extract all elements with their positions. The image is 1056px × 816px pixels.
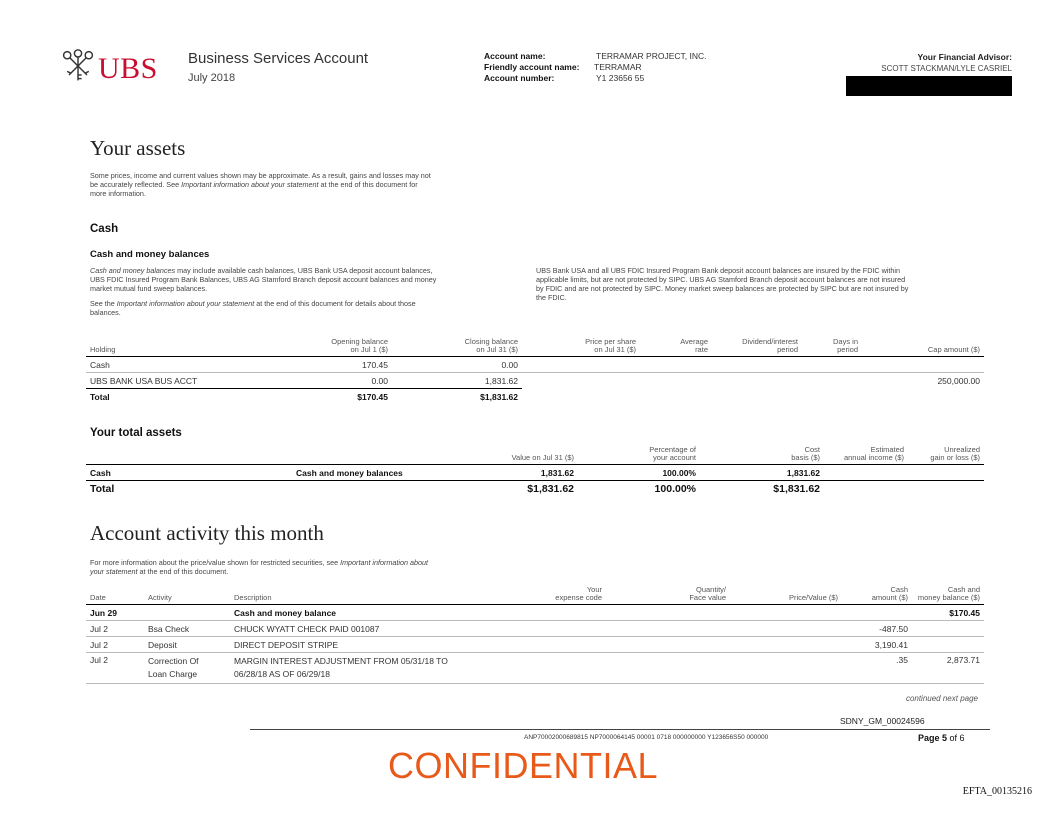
opening-balance-row: Jun 29 Cash and money balance $170.45	[86, 605, 984, 621]
col-description: Description	[230, 586, 488, 605]
redaction-box	[846, 76, 1012, 96]
col-percentage: Percentage of your account	[578, 446, 700, 465]
account-number-value: Y1 23656 55	[596, 73, 645, 83]
col-average-rate: Average rate	[640, 338, 712, 357]
table-header-row	[86, 338, 984, 357]
table-row: Jul 2 Deposit DIRECT DEPOSIT STRIPE 3,190.41	[86, 637, 984, 653]
table-row: Jul 2 Correction Of Loan Charge MARGIN INTEREST ADJUSTMENT FROM 05/31/18 TO 06/28/18 AS OF 06/29/18 .35 2,873.71	[86, 653, 984, 684]
col-unrealized-gain: Unrealized gain or loss ($)	[908, 446, 984, 465]
col-cap-amount: Cap amount ($)	[862, 338, 984, 357]
financial-advisor-label: Your Financial Advisor:	[917, 52, 1012, 62]
col-money-balance: Cash and money balance ($)	[912, 586, 984, 605]
account-activity-heading: Account activity this month	[90, 521, 324, 545]
col-cash-amount: Cash amount ($)	[842, 586, 912, 605]
table-row: Cash 170.45 0.00	[86, 357, 984, 373]
page-number: Page 5 of 6	[918, 733, 965, 743]
brand-logo-text: UBS	[98, 52, 158, 85]
col-dividend-period: Dividend/interest period	[712, 338, 802, 357]
total-assets-table	[86, 446, 984, 497]
table-row: Cash Cash and money balances 1,831.62 100.00% 1,831.62	[86, 465, 984, 481]
account-number-label: Account number:	[484, 73, 555, 83]
fdic-sipc-note: UBS Bank USA and all UBS FDIC Insured Program Bank deposit account balances are insured by the FDIC within applicable limits, but are not protected by SIPC. UBS AG Stamford Branch deposit account balances are not insured by FDIC and are not protected by SIPC. Money market sweep balances are protected by SIPC but are not insured by the FDIC.	[536, 266, 909, 302]
assets-intro-note: Some prices, income and current values shown may be approximate. As a result, gains and losses may not be accurately reflected. See Important information about your statement at the end of this document for more information.	[90, 171, 431, 198]
footer-divider	[250, 729, 990, 730]
col-closing-balance: Closing balance on Jul 31 ($)	[392, 338, 522, 357]
account-name-label: Account name:	[484, 51, 546, 61]
ubs-keys-logo-icon	[60, 48, 96, 84]
col-price-per-share: Price per share on Jul 31 ($)	[522, 338, 640, 357]
cash-heading: Cash	[90, 223, 119, 235]
total-assets-heading: Your total assets	[90, 427, 182, 439]
activity-note: For more information about the price/value shown for restricted securities, see Important information about your statement at the end of this document.	[90, 558, 428, 576]
bates-number: SDNY_GM_00024596	[840, 716, 925, 726]
table-total-row: Total $170.45 $1,831.62	[86, 389, 984, 405]
table-row: UBS BANK USA BUS ACCT 0.00 1,831.62 250,000.00	[86, 373, 984, 389]
col-date: Date	[86, 586, 144, 605]
account-activity-table	[86, 586, 984, 684]
your-assets-heading: Your assets	[90, 136, 186, 160]
continued-next-page: continued next page	[905, 694, 978, 703]
table-header-row	[86, 586, 984, 605]
efta-identifier: EFTA_00135216	[962, 786, 1032, 797]
table-header-row	[86, 446, 984, 465]
statement-period: July 2018	[188, 72, 236, 84]
confidential-stamp: CONFIDENTIAL	[388, 745, 659, 786]
col-expense-code: Your expense code	[488, 586, 606, 605]
financial-advisor-names: SCOTT STACKMAN/LYLE CASRIEL	[881, 64, 1012, 73]
cash-money-balances-heading: Cash and money balances	[90, 249, 210, 260]
col-days-in-period: Days in period	[802, 338, 862, 357]
col-value: Value on Jul 31 ($)	[462, 446, 578, 465]
cash-holdings-table	[86, 338, 984, 404]
account-name-value: TERRAMAR PROJECT, INC.	[596, 51, 707, 61]
cash-balances-description: Cash and money balances may include available cash balances, UBS Bank USA deposit account balances, UBS FDIC Insured Program Bank Balances, UBS AG Stamford Branch deposit account balances and money market mutual fund sweep balances. See the Important information about your statement at the end of this document for details about those balances.	[90, 266, 437, 317]
col-price-value: Price/Value ($)	[730, 586, 842, 605]
col-quantity: Quantity/ Face value	[606, 586, 730, 605]
col-activity: Activity	[144, 586, 230, 605]
table-row: Jul 2 Bsa Check CHUCK WYATT CHECK PAID 001087 -487.50	[86, 621, 984, 637]
col-annual-income: Estimated annual income ($)	[824, 446, 908, 465]
col-cost-basis: Cost basis ($)	[700, 446, 824, 465]
friendly-name-label: Friendly account name:	[484, 62, 580, 72]
friendly-name-value: TERRAMAR	[594, 62, 642, 72]
account-type-title: Business Services Account	[188, 50, 369, 67]
statement-codes: ANP70002000689815 NP7000064145 00001 0718 000000000 Y123656S50 000000	[524, 734, 769, 741]
col-opening-balance: Opening balance on Jul 1 ($)	[282, 338, 392, 357]
table-total-row: Total $1,831.62 100.00% $1,831.62	[86, 481, 984, 498]
col-holding: Holding	[86, 338, 282, 357]
